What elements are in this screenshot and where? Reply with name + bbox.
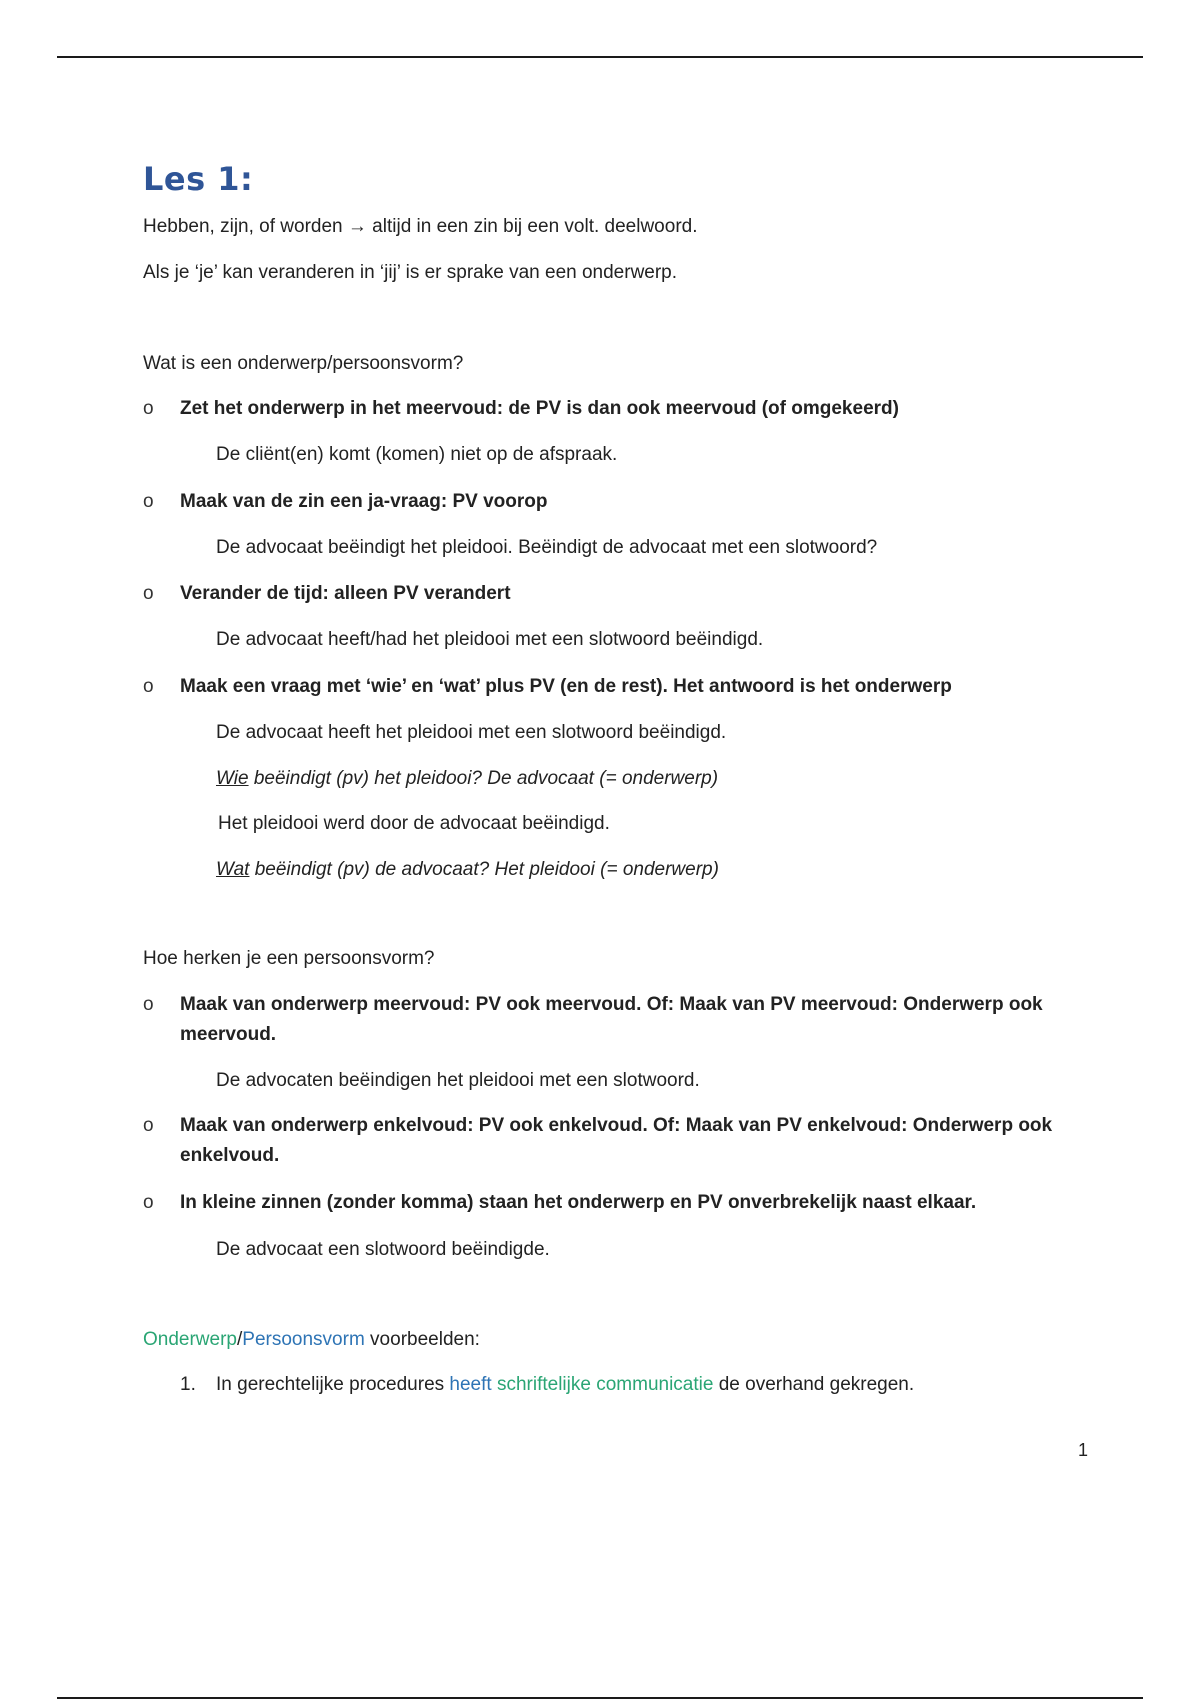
list-number: 1. [180, 1374, 196, 1395]
intro-line-2: Als je ‘je’ kan veranderen in ‘jij’ is er sprake van een onderwerp. [143, 262, 678, 283]
question-wat [216, 857, 719, 883]
question-wie [216, 766, 718, 792]
question-rest: beëindigt (pv) de advocaat? Het pleidooi (= onderwerp) [249, 859, 719, 880]
heading-rest: voorbeelden: [364, 1329, 480, 1350]
question-word: Wat [216, 859, 250, 880]
rule-item-3: Verander de tijd: alleen PV verandert [180, 583, 511, 604]
rule-item-5: Maak van onderwerp meervoud: PV ook meervoud. Of: Maak van PV meervoud: Onderwerp ook meervoud. [180, 994, 1043, 1045]
sentence-pv: heeft [449, 1374, 492, 1395]
heading-slash: / [237, 1329, 243, 1350]
intro-line-1: Hebben, zijn, of worden → altijd in een zin bij een volt. deelwoord. [143, 216, 698, 237]
example-4b: Het pleidooi werd door de advocaat beëindigd. [218, 813, 610, 834]
example-sentence-1 [216, 1372, 914, 1398]
rule-item-4: Maak een vraag met ‘wie’ en ‘wat’ plus PV (en de rest). Het antwoord is het onderwerp [180, 676, 952, 697]
rule-item-7: In kleine zinnen (zonder komma) staan het onderwerp en PV onverbrekelijk naast elkaar. [180, 1192, 977, 1213]
bullet-icon: o [143, 1115, 154, 1136]
heading-persoonsvorm: Persoonsvorm [242, 1329, 365, 1350]
bullet-icon: o [143, 491, 154, 512]
rule-item-6: Maak van onderwerp enkelvoud: PV ook enkelvoud. Of: Maak van PV enkelvoud: Onderwerp ook enkelvoud. [180, 1115, 1053, 1166]
example-4: De advocaat heeft het pleidooi met een slotwoord beëindigd. [216, 722, 727, 743]
example-3: De advocaat heeft/had het pleidooi met een slotwoord beëindigd. [216, 629, 764, 650]
example-7: De advocaat een slotwoord beëindigde. [216, 1239, 550, 1260]
page-number: 1 [1078, 1440, 1089, 1460]
example-1: De cliënt(en) komt (komen) niet op de afspraak. [216, 444, 618, 465]
example-2: De advocaat beëindigt het pleidooi. Beëindigt de advocaat met een slotwoord? [216, 537, 878, 558]
sentence-pre: In gerechtelijke procedures [216, 1374, 450, 1395]
example-5: De advocaten beëindigen het pleidooi met een slotwoord. [216, 1070, 700, 1091]
footer-rule [57, 1697, 1143, 1699]
bullet-icon: o [143, 398, 154, 419]
sentence-post: de overhand gekregen. [713, 1374, 915, 1395]
rule-item-2: Maak van de zin een ja-vraag: PV voorop [180, 491, 548, 512]
section3-heading [143, 1327, 480, 1353]
sentence-onderwerp: schriftelijke communicatie [496, 1374, 714, 1395]
bullet-icon: o [143, 1192, 154, 1213]
bullet-icon: o [143, 676, 154, 697]
section2-heading: Hoe herken je een persoonsvorm? [143, 948, 435, 969]
question-rest: beëindigt (pv) het pleidooi? De advocaat (= onderwerp) [248, 768, 719, 789]
bullet-icon: o [143, 994, 154, 1015]
section1-heading: Wat is een onderwerp/persoonsvorm? [143, 353, 464, 374]
rule-item-1: Zet het onderwerp in het meervoud: de PV is dan ook meervoud (of omgekeerd) [180, 398, 899, 419]
header-rule [57, 56, 1143, 58]
page-title: Les 1: [143, 160, 254, 198]
heading-onderwerp: Onderwerp [143, 1329, 237, 1350]
bullet-icon: o [143, 583, 154, 604]
question-word: Wie [216, 768, 249, 789]
